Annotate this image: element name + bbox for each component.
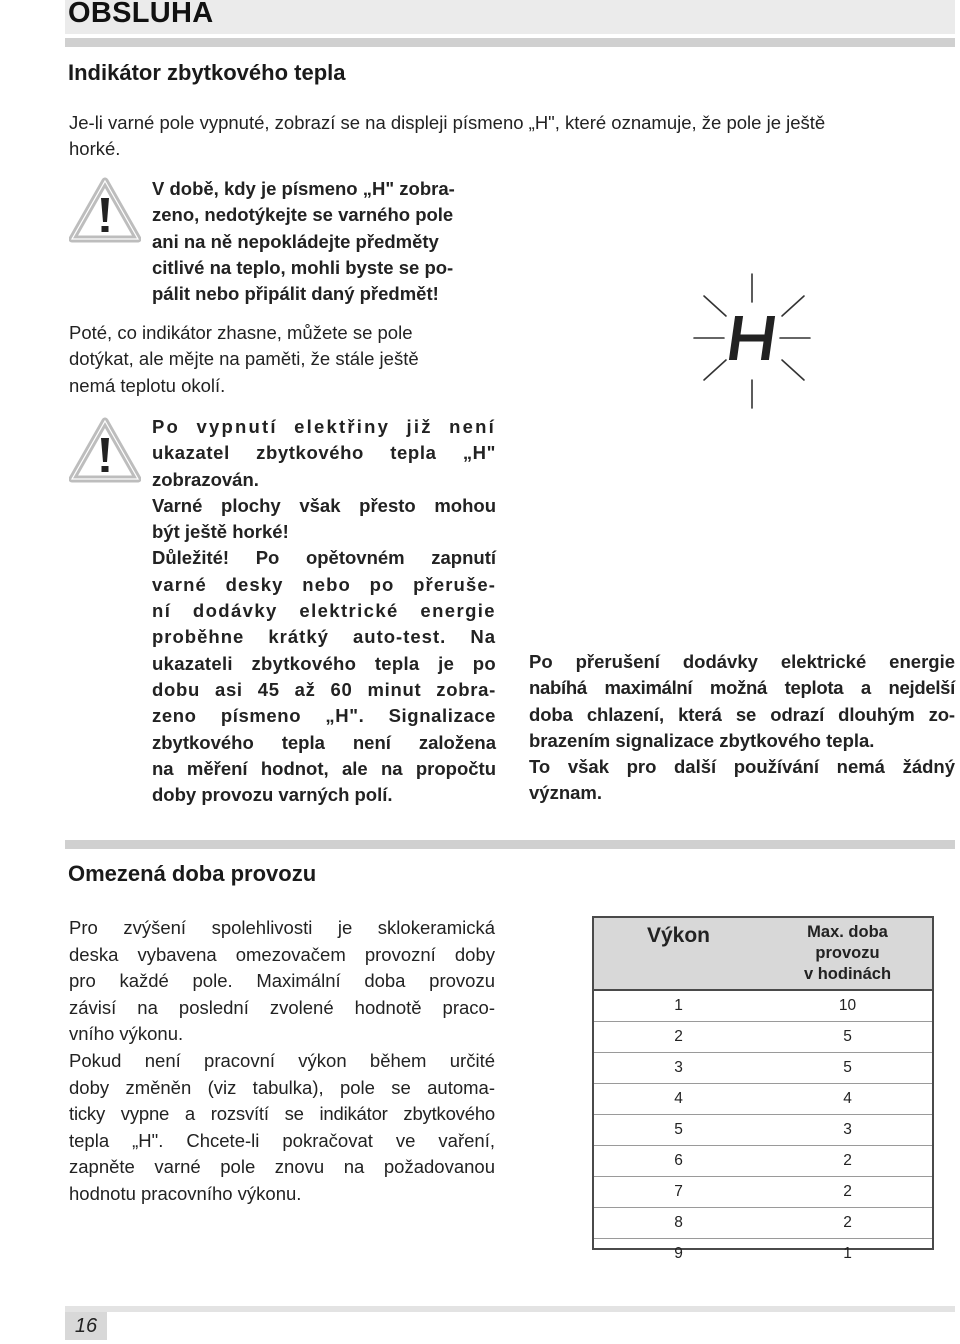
table-row [594,1115,932,1146]
text-line: zapněte varné pole znovu na požadovanou [69,1156,495,1178]
text-line: zobrazován. [152,468,259,490]
text-line: doby změněn (viz tabulka), pole se automa- [69,1076,495,1098]
table-row [594,1146,932,1177]
page-header [65,0,955,34]
text-line: deska vybavena omezovačem provozní doby [69,943,495,965]
text-line: ticky vypne a rozsvítí se indikátor zbytkového [69,1103,495,1125]
text-line: pálit nebo připálit daný předmět! [152,283,439,305]
text-line: To však pro další používání nemá žádný [529,756,955,778]
text-line: Varné plochy však přesto mohou [152,494,496,516]
warning-triangle-icon [69,416,141,484]
text-line: zbytkového tepla není založena [152,731,496,753]
cell-hours: 5 [763,1022,932,1053]
cell-hours: 5 [763,1053,932,1084]
cell-hours: 2 [763,1177,932,1208]
text-line: být ještě horké! [152,521,289,543]
footer-divider [65,1306,955,1312]
cell-hours: 10 [838,997,857,1014]
paragraph-operation-limit [69,915,495,1208]
warning-triangle-icon [69,176,141,244]
text-line: na měření hodnot, ale na propočtu [152,757,496,779]
cell-power: 4 [594,1084,763,1115]
header-line: Max. doba [807,923,888,941]
table-row [594,990,932,1022]
residual-heat-display-illustration [690,268,820,414]
page-number: 16 [65,1312,107,1340]
text-line: proběhne krátký auto-test. Na [152,626,496,648]
cell-hours: 1 [763,1239,932,1270]
text-line: závisí na poslední zvolené hodnotě praco- [69,996,495,1018]
page-title: OBSLUHA [68,0,214,29]
table-row [594,1053,932,1084]
text-line: varné desky nebo po přeruše- [152,573,496,595]
text-line: Pro zvýšení spolehlivosti je sklokeramická [69,917,495,938]
column-header-max-duration [763,918,932,990]
h-symbol-icon [729,316,775,360]
text-line: ani na ně nepokládejte předměty [152,230,439,252]
text-line: V době, kdy je písmeno „H" zobra- [152,178,455,199]
operation-limit-table [592,916,934,1262]
cell-hours: 2 [763,1146,932,1177]
cell-power: 5 [594,1115,763,1146]
section-divider [65,38,955,47]
cell-power: 8 [594,1208,763,1239]
text-line: horké. [69,138,121,160]
cell-power: 2 [594,1022,763,1053]
header-line: v hodinách [803,965,892,983]
cell-power: 1 [674,997,683,1014]
cell-power: 9 [594,1239,763,1270]
table-row [594,1208,932,1239]
text-line: vního výkonu. [69,1023,184,1045]
text-line: ukazatel zbytkového tepla „H" [152,442,496,464]
text-line: ní dodávky elektrické energie [152,600,496,622]
cell-power: 7 [594,1177,763,1208]
warning-text-1 [152,176,492,307]
intro-paragraph [69,110,955,163]
warning-text-2 [152,414,496,808]
text-line: Poté, co indikátor zhasne, můžete se pole [69,322,413,343]
cell-hours: 3 [763,1115,932,1146]
cell-power: 3 [594,1053,763,1084]
table-row [594,1177,932,1208]
text-line: zeno, nedotýkejte se varného pole [152,204,454,226]
text-line: nabíhá maximální možná teplota a nejdelší [529,677,955,699]
header-line: provozu [815,944,880,962]
text-line: doba chlazení, která se odrazí dlouhým zo- [529,703,955,725]
text-line: hodnotu pracovního výkonu. [69,1182,302,1204]
text-line: doby provozu varných polí. [152,784,393,806]
section-divider [65,840,955,849]
cell-hours: 2 [763,1208,932,1239]
cell-hours: 4 [763,1084,932,1115]
text-line: význam. [529,782,603,804]
paragraph-cooling [69,320,499,399]
text-line: nemá teplotu okolí. [69,374,226,396]
text-line: Je-li varné pole vypnuté, zobrazí se na displeji písmeno „H", které oznamuje, že pole je ještě [69,112,826,133]
text-line: Po přerušení dodávky elektrické energie [529,651,955,672]
cell-power: 6 [594,1146,763,1177]
column-header-power: Výkon [594,918,763,990]
text-line: brazením signalizace zbytkového tepla. [529,729,875,751]
text-line: Pokud není pracovní výkon během určité [69,1049,495,1071]
table-row [594,1239,932,1270]
text-line: dotýkat, ale mějte na paměti, že stále ještě [69,348,419,370]
text-line: ukazateli zbytkového tepla je po [152,652,496,674]
table-row [594,1084,932,1115]
text-line: pro každé pole. Maximální doba provozu [69,970,495,992]
side-note-power-failure [529,649,955,807]
text-line: dobu asi 45 až 60 minut zobra- [152,678,496,700]
section-title-limited-operation: Omezená doba provozu [68,861,317,886]
text-line: zeno písmeno „H". Signalizace [152,705,496,727]
text-line: citlivé na teplo, mohli byste se po- [152,256,454,278]
text-line: Důležité! Po opětovném zapnutí [152,547,496,569]
text-line: tepla „H". Chcete-li pokračovat ve vaření, [69,1129,495,1151]
text-line: Po vypnutí elektřiny již není [152,416,496,437]
section-title-residual-heat: Indikátor zbytkového tepla [68,60,346,85]
table-row [594,1022,932,1053]
